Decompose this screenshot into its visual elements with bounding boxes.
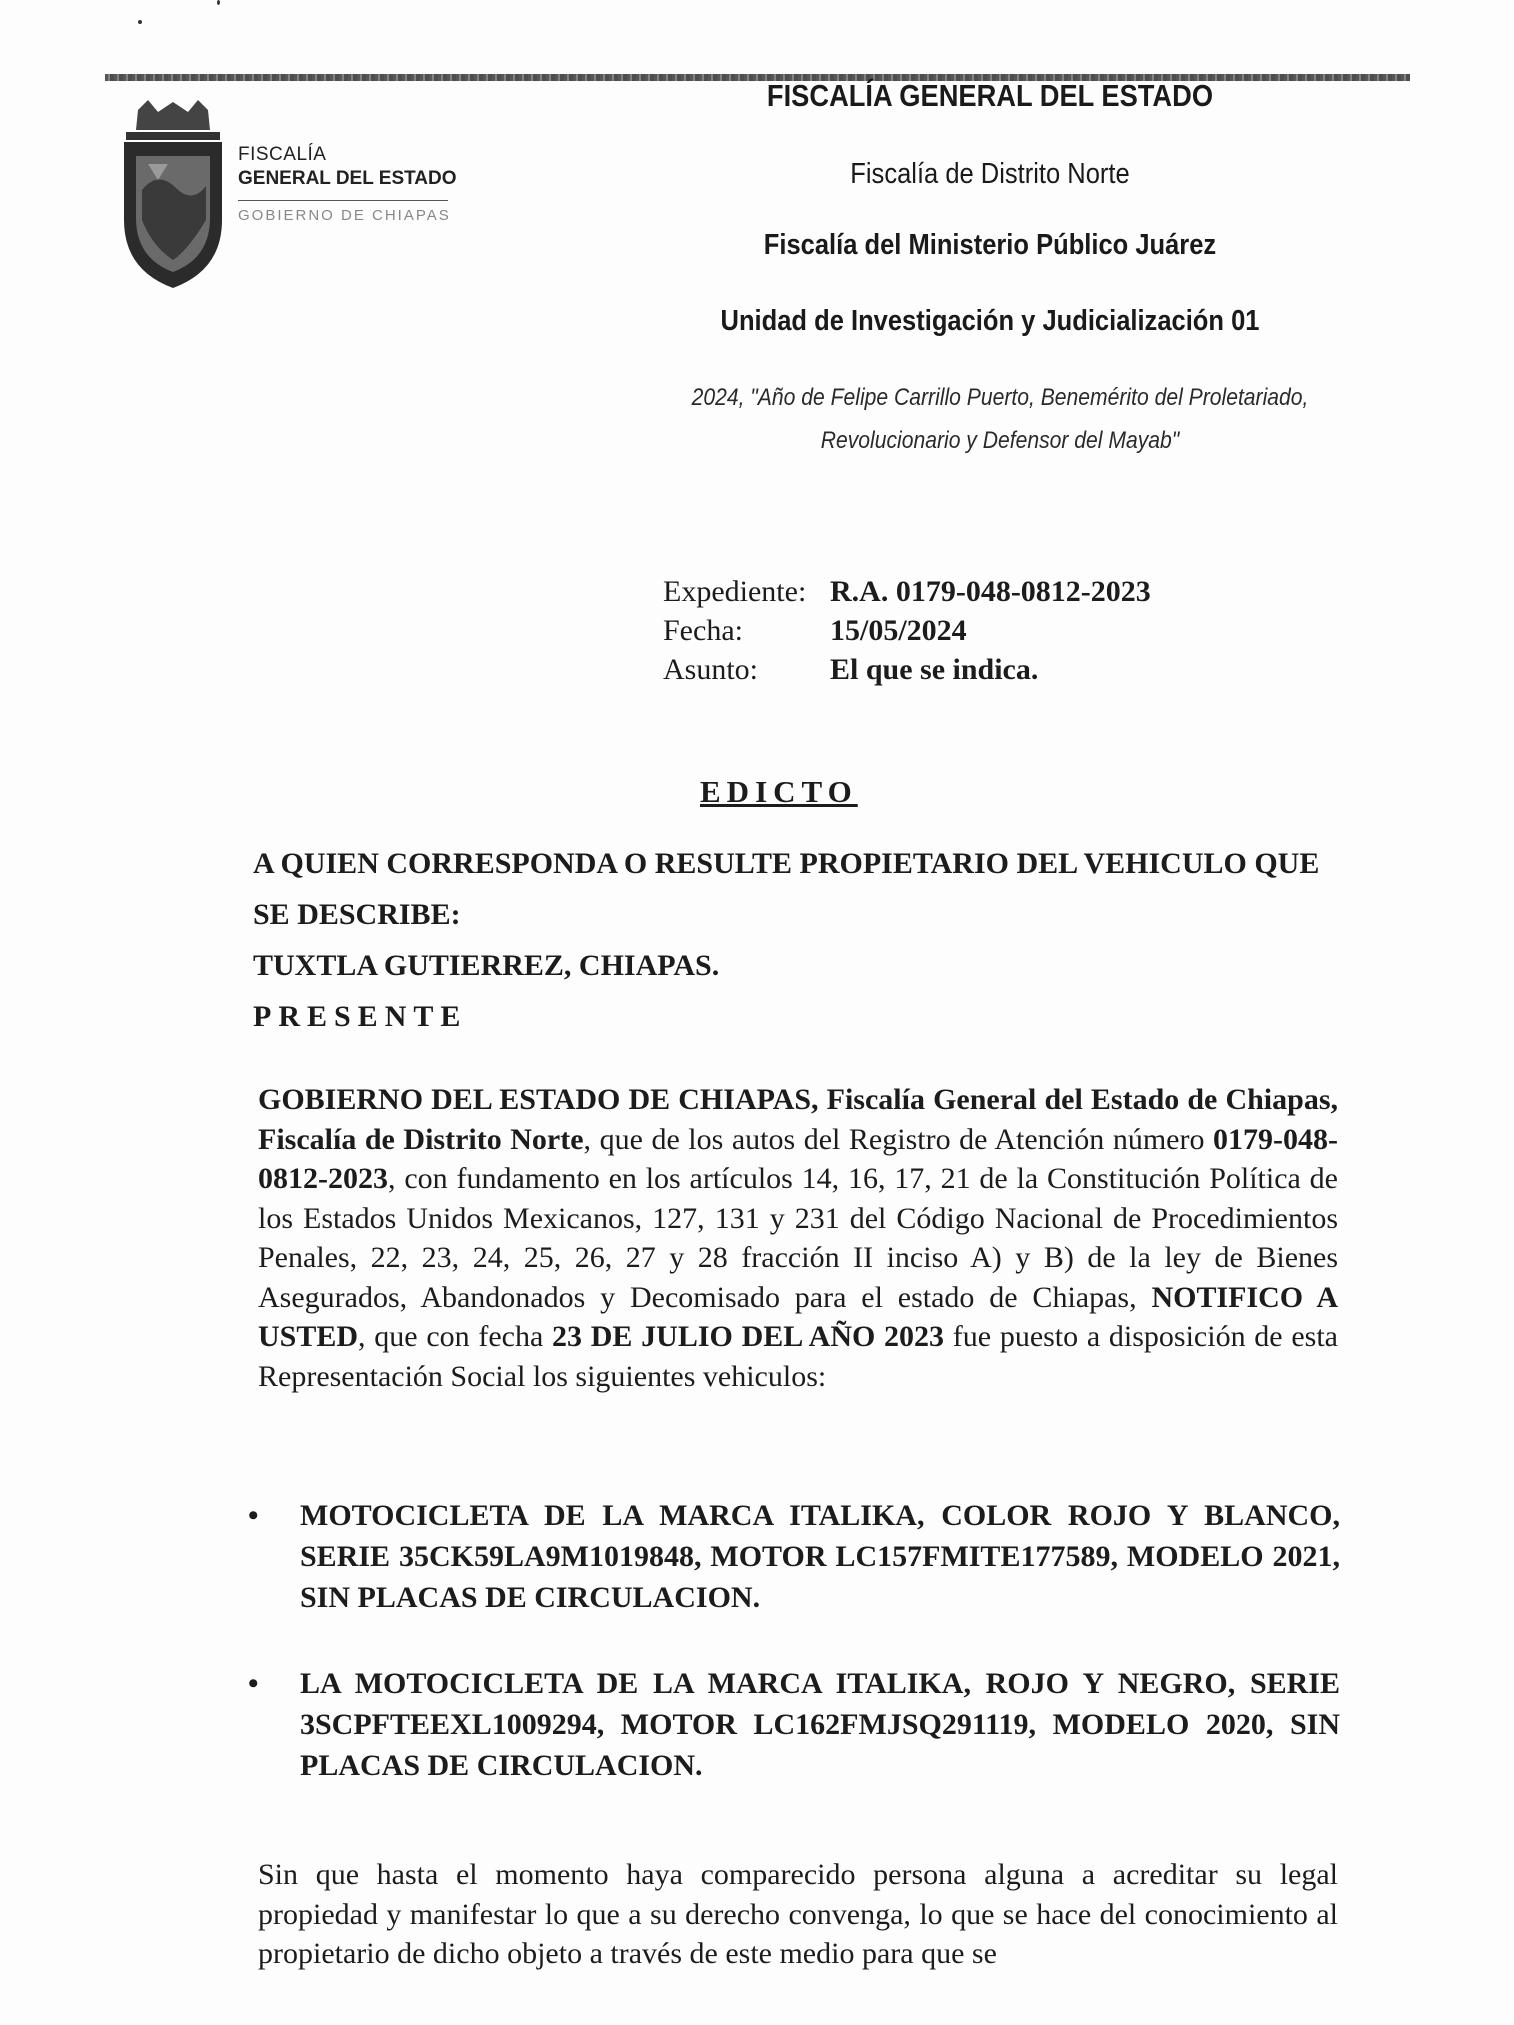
institution-logo [118, 100, 458, 300]
vehicle-list-item [248, 1495, 1340, 1618]
header-office: Fiscalía del Ministerio Público Juárez [763, 229, 1217, 261]
date-bold: 23 DE JULIO DEL AÑO 2023 [552, 1320, 945, 1353]
asunto-label: Asunto: [663, 653, 759, 686]
logo-line-general: GENERAL DEL ESTADO [238, 168, 457, 189]
bullet-icon: • [248, 1499, 259, 1532]
coat-of-arms-icon [118, 100, 228, 290]
logo-line-gobierno: GOBIERNO DE CHIAPAS [238, 207, 451, 224]
bullet-icon: • [248, 1667, 259, 1700]
scan-speck [138, 20, 142, 24]
addressee-line-1: A QUIEN CORRESPONDA O RESULTE PROPIETARIO DEL VEHICULO QUE [253, 847, 1320, 880]
fecha-row [663, 611, 1151, 650]
paragraph-text: , que con fecha [358, 1320, 553, 1353]
asunto-value: El que se indica. [830, 653, 1039, 686]
paragraph-text: fue puesto a disposición de esta Representación Social los siguientes vehiculos: [258, 1320, 1338, 1393]
addressee-line-2: SE DESCRIBE: [253, 898, 461, 931]
vehicle-description: LA MOTOCICLETA DE LA MARCA ITALIKA, ROJO Y NEGRO, SERIE 3SCPFTEEXL1009294, MOTOR LC162FMJSQ291119, MODELO 2020, SIN PLACAS DE CIRCULACION. [300, 1667, 1340, 1782]
issuer-bold: GOBIERNO DEL ESTADO DE CHIAPAS, Fiscalía General del Estado de Chiapas, Fiscalía de Distrito Norte [258, 1083, 1338, 1156]
paragraph-text: , que de los autos del Registro de Atención número [583, 1122, 1214, 1156]
case-metadata [663, 572, 1151, 689]
scan-speck [217, 0, 220, 5]
closing-paragraph: Sin que hasta el momento haya comparecido persona alguna a acreditar su legal propiedad y manifestar lo que a su derecho convenga, lo que se hace del conocimiento al propietario de dicho objeto a través de este medio para que se [258, 1858, 1338, 1970]
document-title: EDICTO [700, 774, 858, 809]
header-district: Fiscalía de Distrito Norte [850, 158, 1130, 190]
motto-line-1: 2024, "Año de Felipe Carrillo Puerto, Benemérito del Proletariado, [691, 384, 1309, 411]
notification-paragraph [258, 1080, 1338, 1396]
addressee-line-3: TUXTLA GUTIERREZ, CHIAPAS. [253, 949, 720, 982]
fecha-label: Fecha: [663, 614, 743, 647]
paragraph-text: , con fundamento en los artículos 14, 16, 17, 21 de la Constitución Política de los Estados Unidos Mexicanos, 127, 131 y 231 del Código Nacional de Procedimientos Penales, 22, 23, 24, 25, 26, 27 y 28 fracción II inciso A) y B) de la ley de Bienes Asegurados, Abandonados y Decomisado para el estado de Chiapas, [258, 1162, 1338, 1314]
notifico-bold: NOTIFICO A USTED [258, 1280, 1338, 1353]
fecha-value: 15/05/2024 [830, 614, 967, 647]
expediente-value: R.A. 0179-048-0812-2023 [830, 575, 1151, 608]
expediente-label: Expediente: [663, 575, 807, 608]
expediente-row [663, 572, 1151, 611]
motto-line-2: Revolucionario y Defensor del Mayab" [820, 427, 1180, 454]
addressee-block [253, 838, 1353, 1042]
vehicle-description: MOTOCICLETA DE LA MARCA ITALIKA, COLOR ROJO Y BLANCO, SERIE 35CK59LA9M1019848, MOTOR LC157FMITE177589, MODELO 2021, SIN PLACAS DE CIRCULACION. [300, 1499, 1340, 1614]
asunto-row [663, 650, 1151, 689]
registry-number: 0179-048-0812-2023 [258, 1122, 1338, 1195]
vehicle-list-item [248, 1663, 1340, 1786]
logo-divider [238, 200, 448, 201]
header-title: FISCALÍA GENERAL DEL ESTADO [766, 78, 1214, 113]
logo-line-fiscalia: FISCALÍA [238, 144, 327, 165]
addressee-line-4: PRESENTE [253, 1000, 468, 1033]
header-unit: Unidad de Investigación y Judicialización 01 [720, 305, 1260, 337]
